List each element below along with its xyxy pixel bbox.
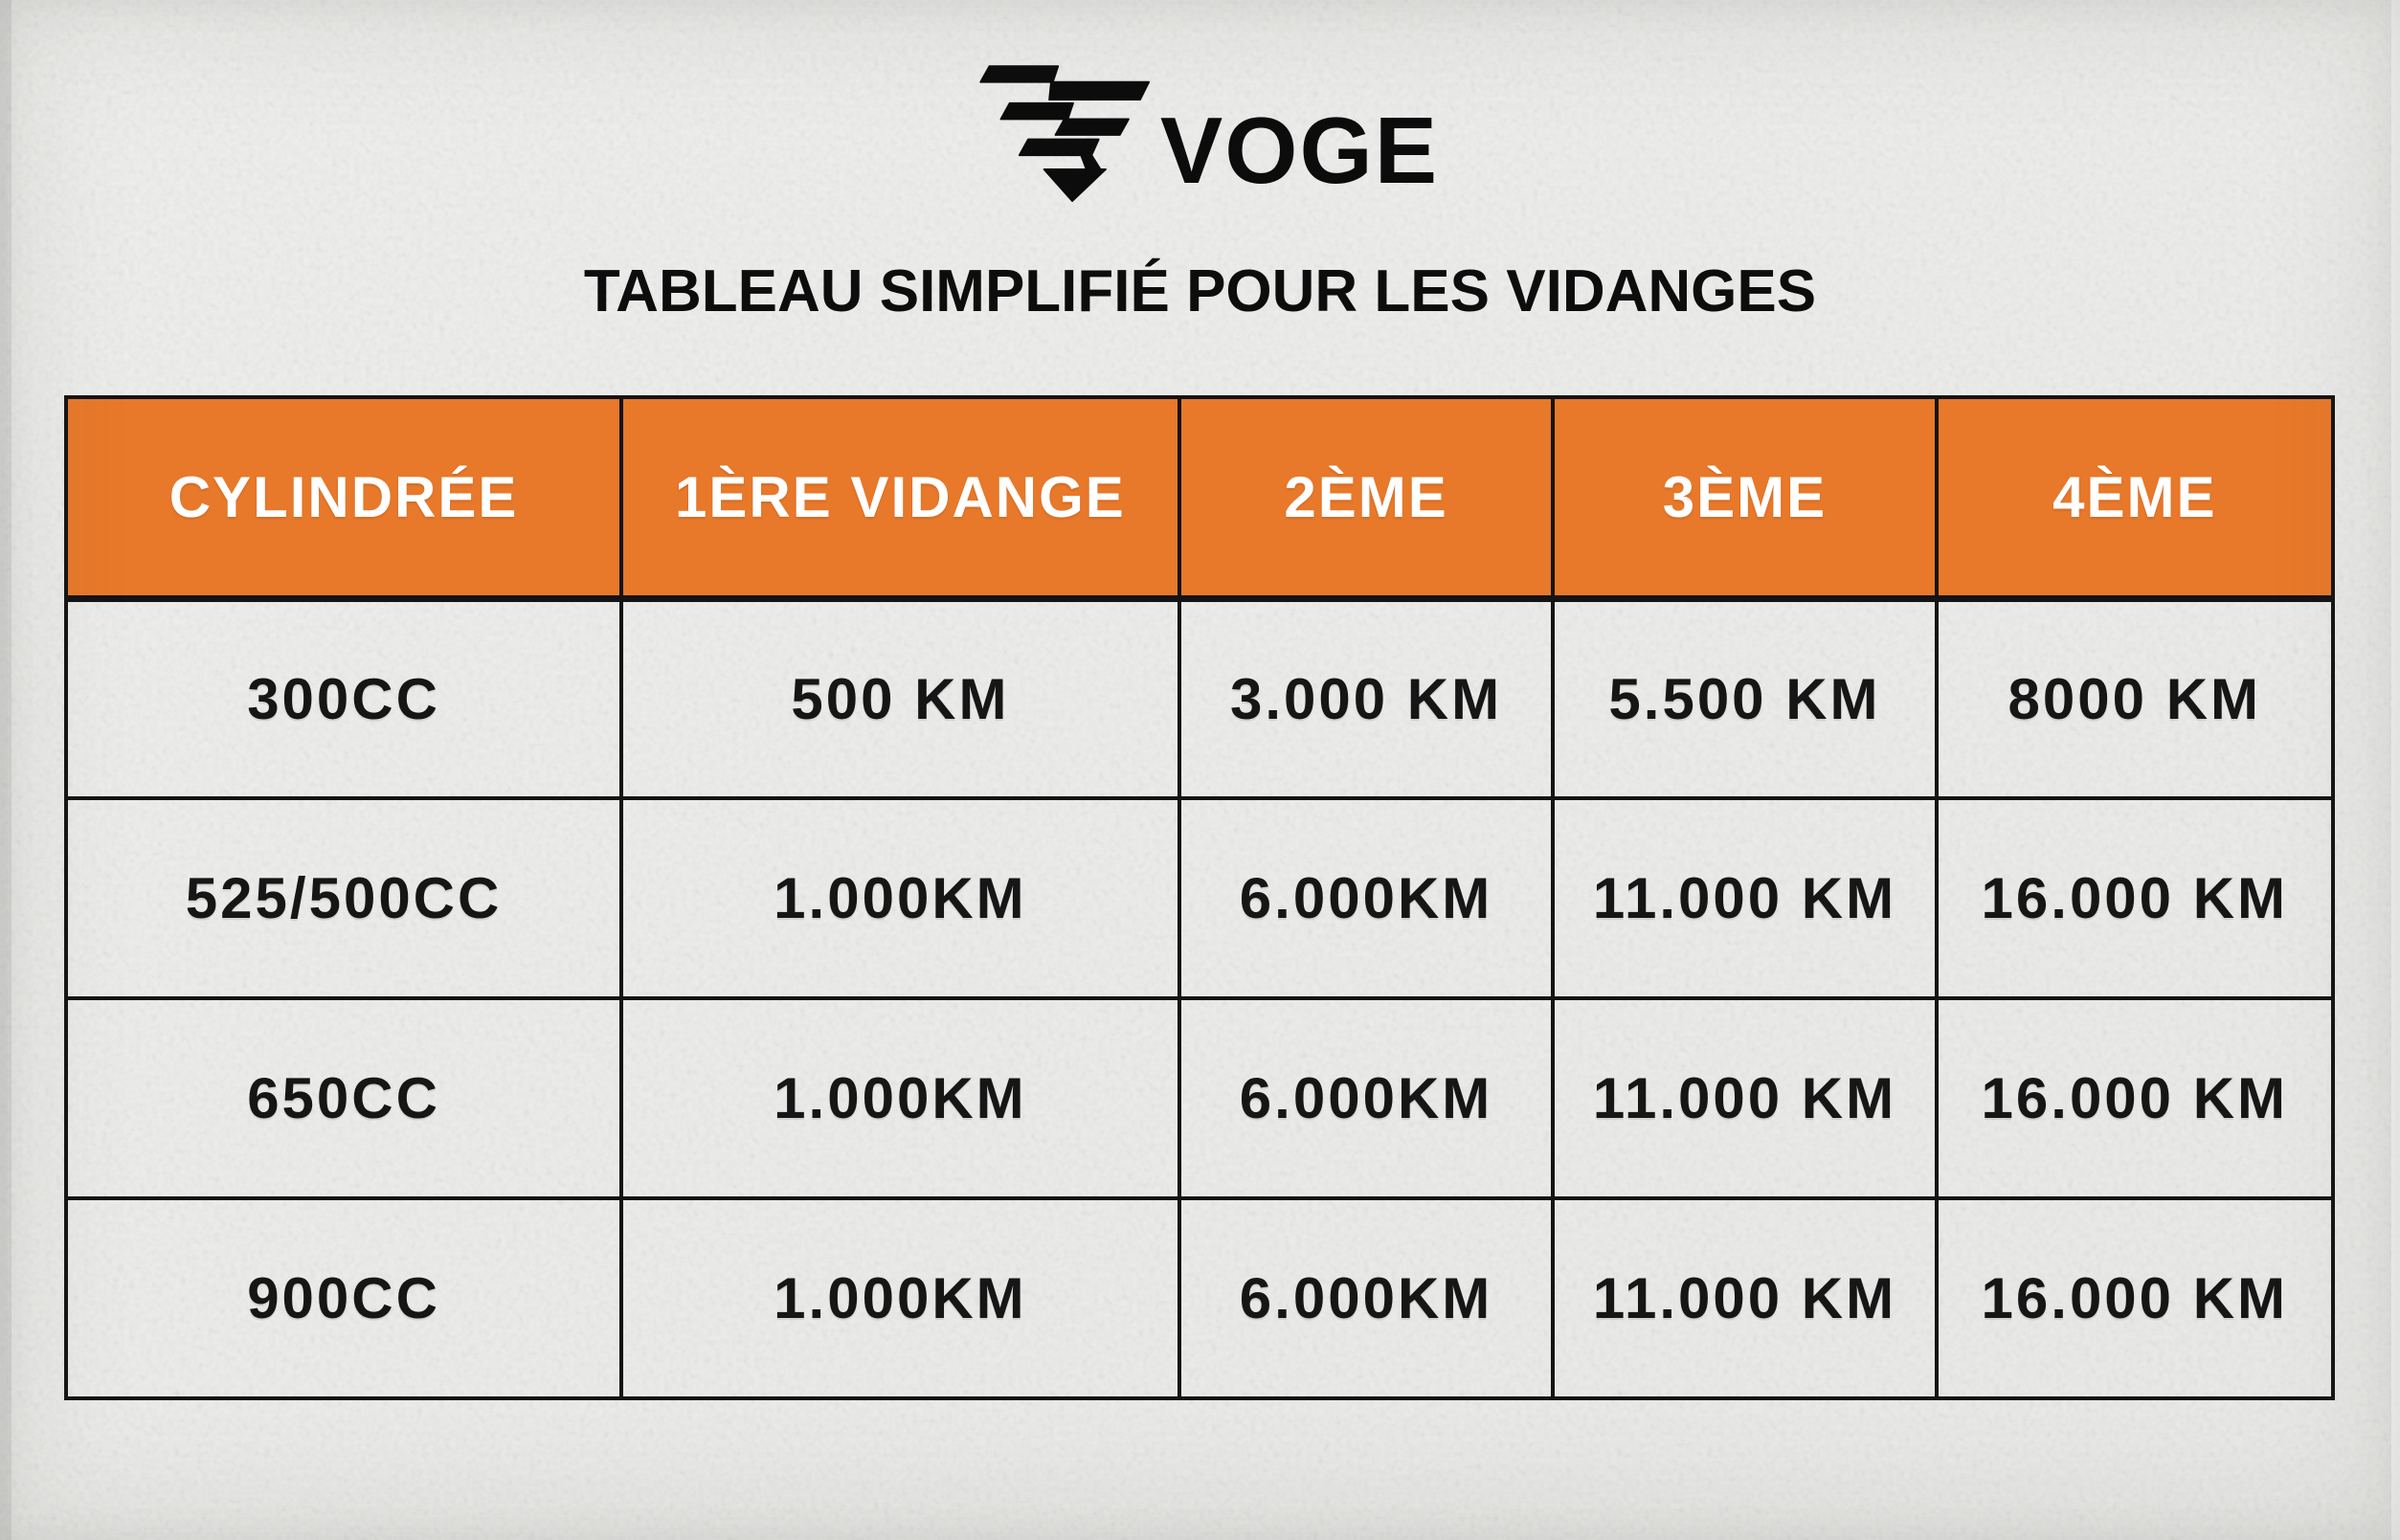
table-cell: 650CC	[66, 998, 621, 1198]
table-cell: 11.000 KM	[1553, 1198, 1936, 1398]
table-cell: 1.000KM	[621, 798, 1179, 998]
col-header-cylindree: CYLINDRÉE	[66, 397, 621, 598]
oil-change-table	[64, 395, 2335, 1400]
header-row	[66, 397, 2333, 598]
table-cell: 3.000 KM	[1179, 598, 1554, 798]
brand-wordmark: VOGE	[1159, 98, 1440, 203]
left-edge-shadow	[0, 0, 11, 1540]
table-cell: 525/500CC	[66, 798, 621, 998]
table-cell: 6.000KM	[1179, 1198, 1554, 1398]
right-edge-highlight	[2391, 0, 2400, 1540]
col-header-2eme: 2ÈME	[1179, 397, 1554, 598]
voge-logo-icon	[961, 44, 1151, 203]
table-cell: 5.500 KM	[1553, 598, 1936, 798]
table-cell: 16.000 KM	[1937, 998, 2333, 1198]
table-row	[66, 598, 2333, 798]
page-title: TABLEAU SIMPLIFIÉ POUR LES VIDANGES	[583, 258, 1817, 324]
table-cell: 500 KM	[621, 598, 1179, 798]
col-header-3eme: 3ÈME	[1553, 397, 1936, 598]
table-row	[66, 1198, 2333, 1398]
table-cell: 300CC	[66, 598, 621, 798]
table-cell: 900CC	[66, 1198, 621, 1398]
table-row	[66, 998, 2333, 1198]
table-cell: 8000 KM	[1937, 598, 2333, 798]
table-cell: 1.000KM	[621, 1198, 1179, 1398]
table-cell: 16.000 KM	[1937, 798, 2333, 998]
brand-header	[0, 44, 2400, 203]
table-cell: 1.000KM	[621, 998, 1179, 1198]
col-header-4eme: 4ÈME	[1937, 397, 2333, 598]
table-cell: 6.000KM	[1179, 998, 1554, 1198]
table-cell: 11.000 KM	[1553, 798, 1936, 998]
table-cell: 6.000KM	[1179, 798, 1554, 998]
table-cell: 16.000 KM	[1937, 1198, 2333, 1398]
col-header-1ere-vidange: 1ÈRE VIDANGE	[621, 397, 1179, 598]
table-row	[66, 798, 2333, 998]
table-cell: 11.000 KM	[1553, 998, 1936, 1198]
